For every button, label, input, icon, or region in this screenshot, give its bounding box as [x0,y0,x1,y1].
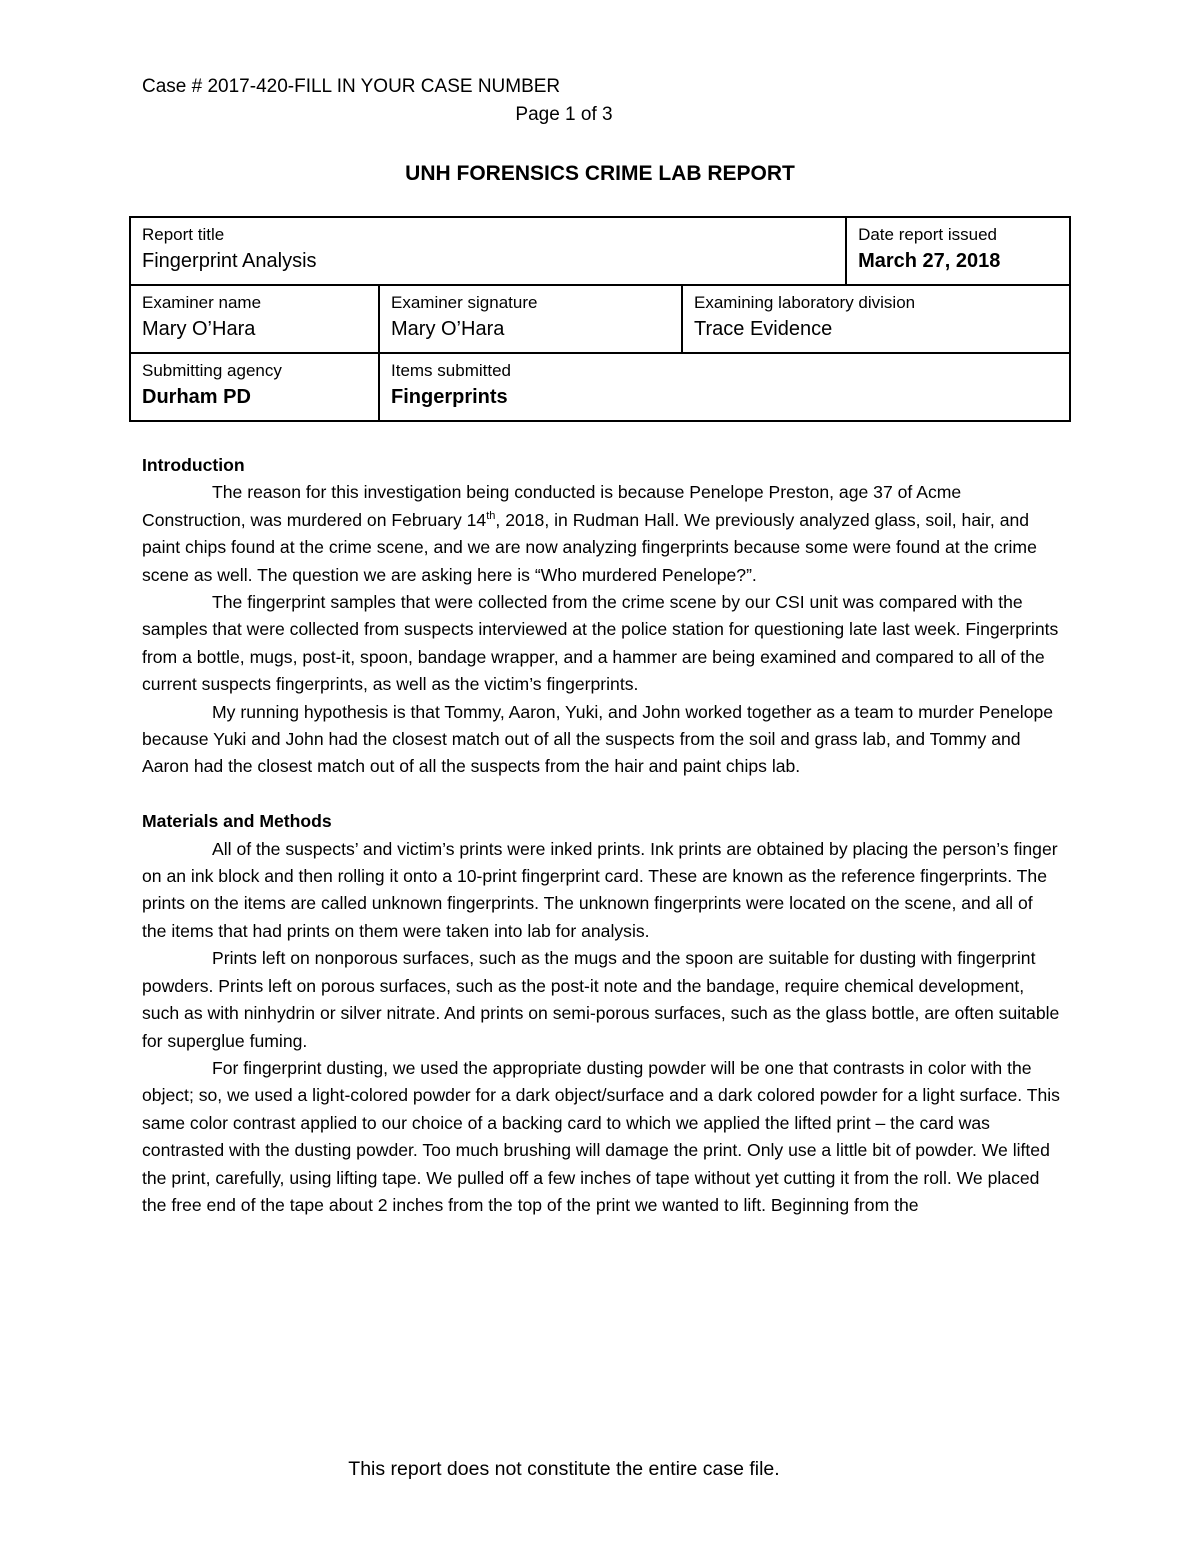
introduction-heading: Introduction [142,455,245,475]
introduction-p1-part2: , 2018, in Rudman Hall. We previously analyzed glass, soil, hair, and paint chips found at the crime scene, and we are now analyzing fingerprints because some were found at the crime scene as well. The question we are asking here is “Who murdered Penelope?”. [142,509,1037,585]
examiner-name-cell [130,285,379,353]
agency-label: Submitting agency [142,361,282,380]
materials-paragraph-2: Prints left on nonporous surfaces, such as the mugs and the spoon are suitable for dusting with fingerprint powders. Prints left on porous surfaces, such as the post-it note and the bandage, require chemical development, such as with ninhydrin or silver nitrate. And prints on semi-porous surfaces, such as the glass bottle, are often suitable for superglue fuming. [142,948,1060,1051]
footer-disclaimer: This report does not constitute the entire case file. [348,1458,780,1480]
items-submitted-value: Fingerprints [391,386,508,408]
agency-cell [130,353,379,421]
info-row-examiner [130,285,1070,353]
ordinal-suffix: th [486,509,496,522]
examiner-signature-cell [379,285,682,353]
introduction-paragraph-2: The fingerprint samples that were collected from the crime scene by our CSI unit was compared with the samples that were collected from suspects interviewed at the police station for questioning late last week. Fingerprints from a bottle, mugs, post-it, spoon, bandage wrapper, and a hammer are being examined and compared to all of the current suspects fingerprints, as well as the victim’s fingerprints. [142,592,1059,695]
page-number: Page 1 of 3 [515,104,613,125]
report-title-label: Report title [142,225,225,244]
report-title-heading: UNH FORENSICS CRIME LAB REPORT [405,162,795,185]
report-info-table [129,216,1071,422]
examiner-name-value: Mary O’Hara [142,318,256,340]
introduction-paragraph-3: My running hypothesis is that Tommy, Aaron, Yuki, and John worked together as a team to murder Penelope because Yuki and John had the closest match out of all the suspects from the soil and grass lab, and Tommy and Aaron had the closest match out of all the suspects from the hair and paint chips lab. [142,701,1054,777]
materials-paragraph-3: For fingerprint dusting, we used the appropriate dusting powder will be one that contrasts in color with the object; so, we used a light-colored powder for a dark object/surface and a dark colored powder for a light surface. This same color contrast applied to our choice of a backing card to which we applied the lifted print – the card was contrasted with the dusting powder. Too much brushing will damage the print. Only use a little bit of powder. We lifted the print, carefully, using lifting tape. We pulled off a few inches of tape without yet cutting it from the roll. We placed the free end of the tape about 2 inches from the top of the print we wanted to lift. Beginning from the [142,1057,1060,1215]
items-submitted-label: Items submitted [391,361,511,380]
info-row-agency [130,353,1070,421]
division-label: Examining laboratory division [694,293,916,312]
report-title-value: Fingerprint Analysis [142,250,317,272]
report-body [142,452,1060,1219]
items-submitted-cell [379,353,1070,421]
examiner-name-label: Examiner name [142,293,262,312]
case-number-line: Case # 2017-420-FILL IN YOUR CASE NUMBER [142,76,561,97]
report-title-cell [130,217,846,285]
examiner-signature-value: Mary O’Hara [391,318,505,340]
materials-paragraph-1: All of the suspects’ and victim’s prints were inked prints. Ink prints are obtained by placing the person’s finger on an ink block and then rolling it onto a 10-print fingerprint card. These are known as the reference fingerprints. The prints on the items are called unknown fingerprints. The unknown fingerprints were located on the scene, and all of the items that had prints on them were taken into lab for analysis. [142,838,1058,941]
materials-heading: Materials and Methods [142,811,332,832]
division-cell [682,285,1070,353]
introduction-paragraph-1 [142,479,1060,589]
info-row-title [130,217,1070,285]
section-spacer [142,781,1060,808]
introduction-p1-part1: The reason for this investigation being conducted is because Penelope Preston, age 37 of Acme Construction, was murdered on February 14 [142,482,962,530]
date-issued-label: Date report issued [858,225,997,244]
examiner-signature-label: Examiner signature [391,293,538,312]
date-issued-value: March 27, 2018 [858,250,1001,272]
date-issued-cell [846,217,1070,285]
agency-value: Durham PD [142,386,251,408]
division-value: Trace Evidence [694,318,833,340]
